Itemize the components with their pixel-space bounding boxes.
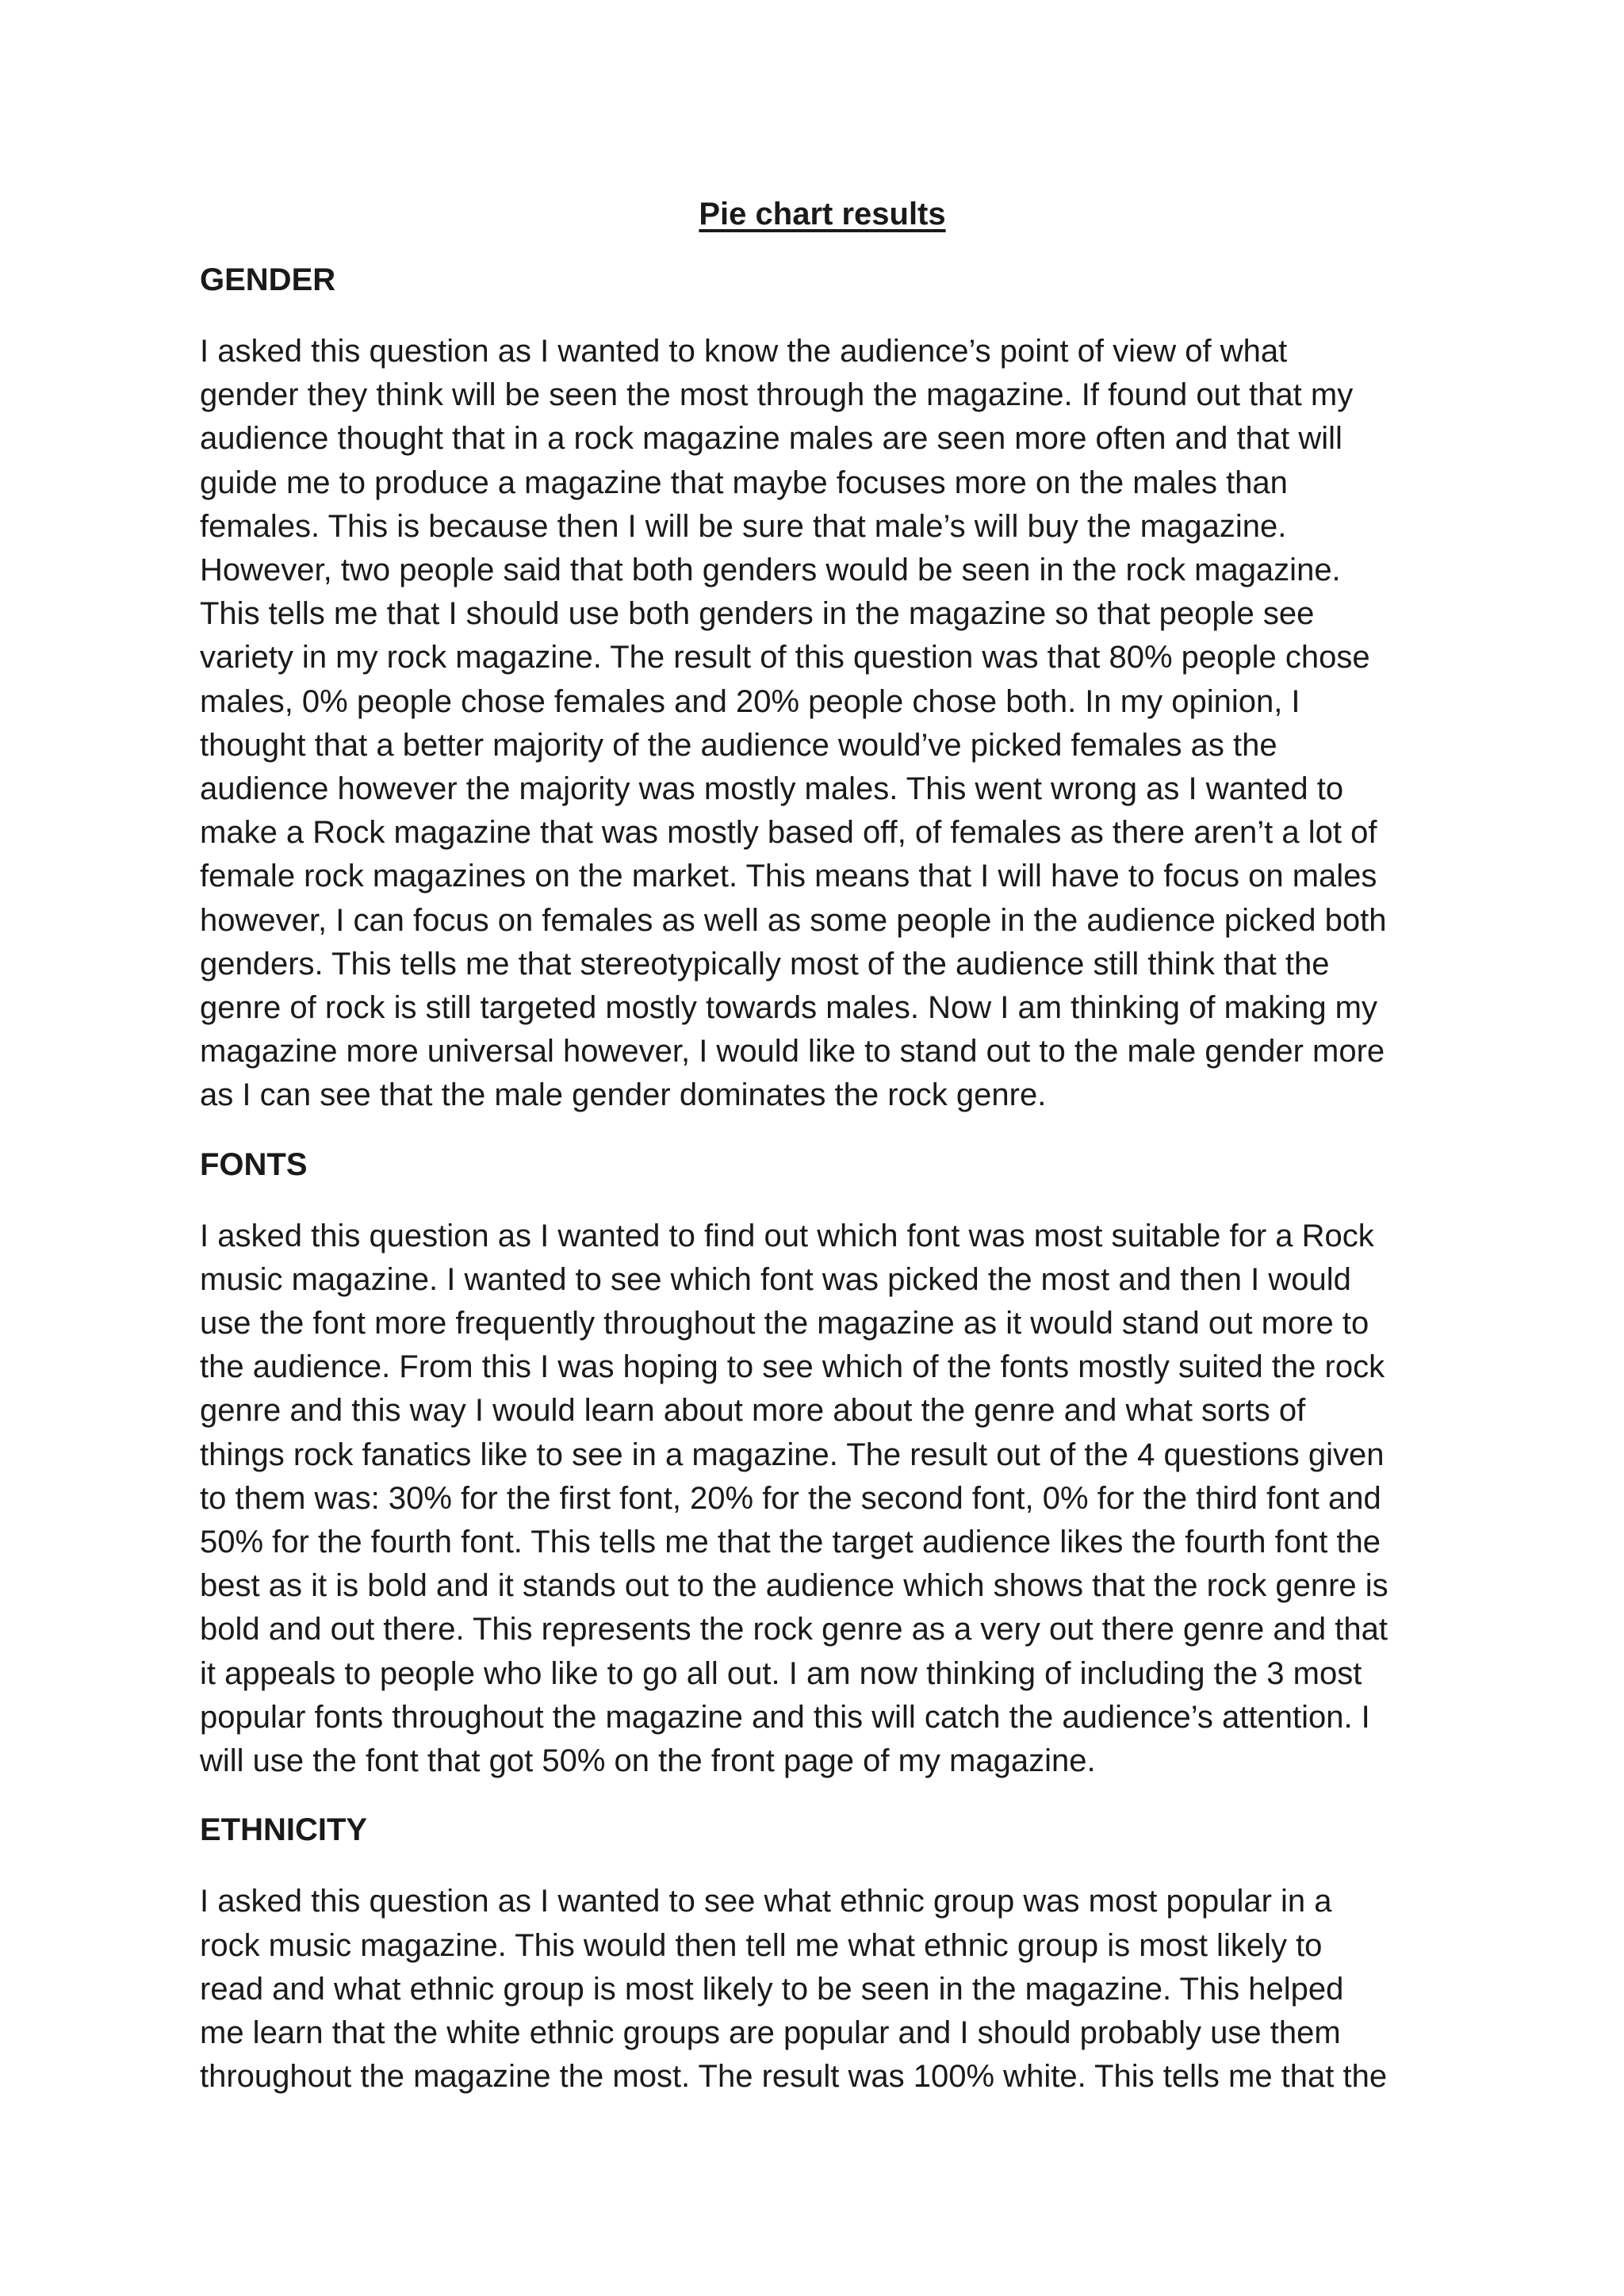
text-line: however, I can focus on females as well as some people in the audience picked both [200, 902, 1387, 938]
text-line: thought that a better majority of the audience would’ve picked females as the [200, 727, 1277, 763]
text-line: use the font more frequently throughout the magazine as it would stand out more to [200, 1306, 1369, 1341]
text-line: However, two people said that both genders would be seen in the rock magazine. [200, 553, 1341, 588]
text-line: it appeals to people who like to go all out. I am now thinking of including the 3 most [200, 1655, 1362, 1691]
text-line: I asked this question as I wanted to see what ethnic group was most popular in a [200, 1884, 1332, 1919]
text-line: guide me to produce a magazine that maybe focuses more on the males than [200, 465, 1288, 500]
text-line: rock music magazine. This would then tell me what ethnic group is most likely to [200, 1927, 1323, 1963]
section-heading: FONTS [200, 1146, 308, 1182]
text-line: will use the font that got 50% on the front page of my magazine. [200, 1743, 1096, 1779]
text-line: I asked this question as I wanted to know the audience’s point of view of what [200, 334, 1288, 369]
text-line: things rock fanatics like to see in a magazine. The result out of the 4 questions given [200, 1437, 1385, 1472]
text-line: genre and this way I would learn about more about the genre and what sorts of [200, 1393, 1306, 1429]
text-line: make a Rock magazine that was mostly based off, of females as there aren’t a lot of [200, 815, 1377, 851]
text-line: females. This is because then I will be sure that male’s will buy the magazine. [200, 508, 1287, 544]
text-line: as I can see that the male gender dominates the rock genre. [200, 1077, 1047, 1113]
text-line: read and what ethnic group is most likely to be seen in the magazine. This helped [200, 1971, 1344, 2007]
document-title: Pie chart results [699, 197, 946, 232]
text-line: bold and out there. This represents the rock genre as a very out there genre and that [200, 1612, 1388, 1647]
section-body [200, 1215, 1445, 1784]
text-line: variety in my rock magazine. The result of this question was that 80% people chose [200, 640, 1370, 675]
text-line: genders. This tells me that stereotypically most of the audience still think that the [200, 946, 1330, 982]
text-line: best as it is bold and it stands out to the audience which shows that the rock genre is [200, 1568, 1388, 1604]
text-line: I asked this question as I wanted to find out which font was most suitable for a Rock [200, 1218, 1374, 1253]
text-line: gender they think will be seen the most through the magazine. If found out that my [200, 377, 1354, 413]
section-gender [200, 258, 1445, 1118]
section-body [200, 1880, 1445, 2099]
text-line: This tells me that I should use both genders in the magazine so that people see [200, 596, 1315, 632]
text-line: me learn that the white ethnic groups are popular and I should probably use them [200, 2015, 1341, 2050]
section-fonts [200, 1143, 1445, 1784]
text-line: popular fonts throughout the magazine and this will catch the audience’s attention. I [200, 1699, 1370, 1735]
section-heading: GENDER [200, 262, 336, 297]
text-line: genre of rock is still targeted mostly towards males. Now I am thinking of making my [200, 990, 1377, 1026]
text-line: female rock magazines on the market. This means that I will have to focus on males [200, 859, 1377, 894]
section-heading: ETHNICITY [200, 1812, 368, 1848]
text-line: the audience. From this I was hoping to see which of the fonts mostly suited the rock [200, 1349, 1385, 1385]
text-line: males, 0% people chose females and 20% people chose both. In my opinion, I [200, 683, 1300, 719]
text-line: music magazine. I wanted to see which font was picked the most and then I would [200, 1261, 1351, 1297]
text-line: audience however the majority was mostly males. This went wrong as I wanted to [200, 771, 1344, 807]
text-line: audience thought that in a rock magazine males are seen more often and that will [200, 421, 1342, 457]
text-line: to them was: 30% for the first font, 20% for the second font, 0% for the third font and [200, 1480, 1381, 1516]
text-line: magazine more universal however, I would like to stand out to the male gender more [200, 1034, 1385, 1070]
text-line: throughout the magazine the most. The result was 100% white. This tells me that the [200, 2059, 1388, 2095]
document-page [200, 192, 1445, 2124]
text-line: 50% for the fourth font. This tells me that the target audience likes the fourth font the [200, 1525, 1381, 1560]
section-body [200, 330, 1445, 1118]
section-ethnicity [200, 1808, 1445, 2099]
